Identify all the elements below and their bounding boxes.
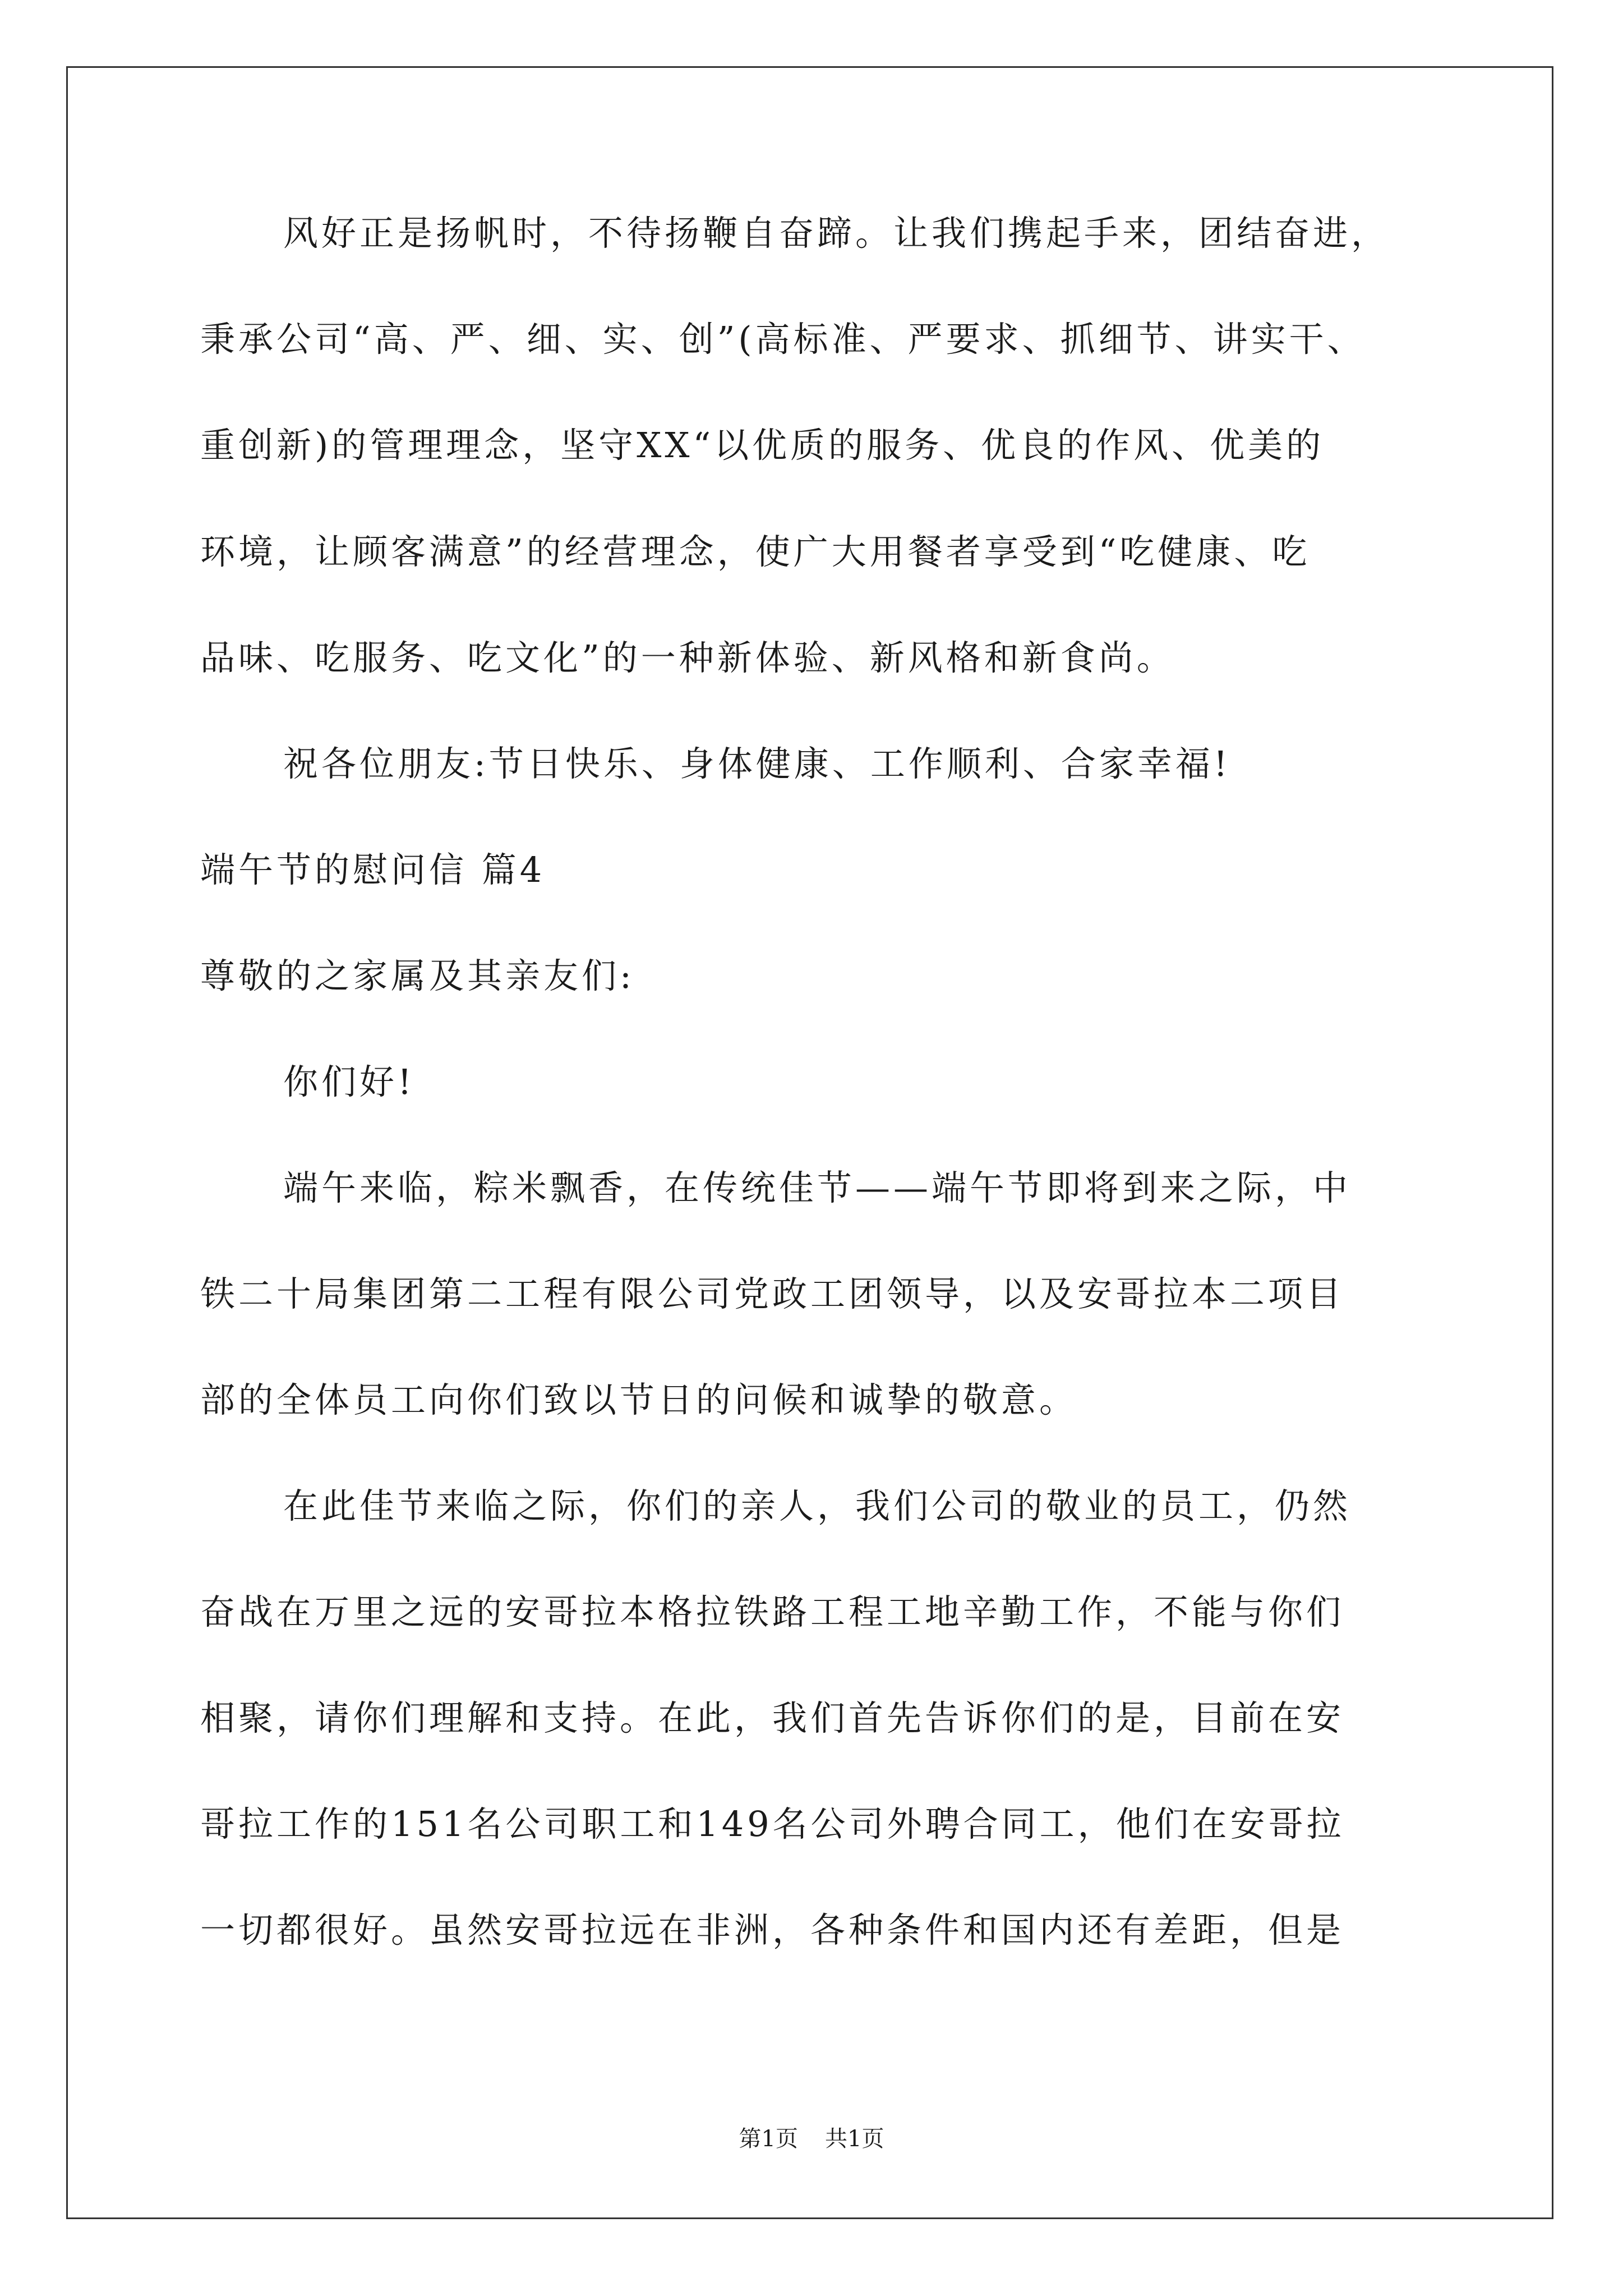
text-line: 祝各位朋友:节日快乐、身体健康、工作顺利、合家幸福! [283, 743, 1231, 784]
page-total: 共1页 [825, 2126, 884, 2152]
text-line: 重创新)的管理理念，坚守XX“以优质的服务、优良的作风、优美的 [200, 425, 1325, 466]
text-line: 奋战在万里之远的安哥拉本格拉铁路工程工地辛勤工作，不能与你们 [200, 1591, 1345, 1632]
page-border [66, 66, 1553, 2219]
text-line: 端午来临，粽米飘香，在传统佳节——端午节即将到来之际，中 [283, 1167, 1352, 1208]
text-line: 秉承公司“高、严、细、实、创”(高标准、严要求、抓细节、讲实干、 [200, 319, 1366, 360]
salutation: 尊敬的之家属及其亲友们: [200, 955, 635, 996]
page-footer [0, 2125, 1623, 2153]
text-line: 相聚，请你们理解和支持。在此，我们首先告诉你们的是，目前在安 [200, 1697, 1345, 1738]
text-line: 风好正是扬帆时，不待扬鞭自奋蹄。让我们携起手来，团结奋进， [283, 213, 1390, 254]
text-line: 铁二十局集团第二工程有限公司党政工团领导，以及安哥拉本二项目 [200, 1273, 1345, 1314]
text-line: 环境，让顾客满意”的经营理念，使广大用餐者享受到“吃健康、吃 [200, 531, 1311, 572]
text-line: 在此佳节来临之际，你们的亲人，我们公司的敬业的员工，仍然 [283, 1485, 1352, 1526]
text-line: 品味、吃服务、吃文化”的一种新体验、新风格和新食尚。 [200, 637, 1175, 678]
text-line: 部的全体员工向你们致以节日的问候和诚挚的敬意。 [200, 1379, 1078, 1420]
page-number: 第1页 [739, 2126, 798, 2152]
text-line: 哥拉工作的151名公司职工和149名公司外聘合同工，他们在安哥拉 [200, 1803, 1345, 1844]
text-line: 一切都很好。虽然安哥拉远在非洲，各种条件和国内还有差距，但是 [200, 1910, 1345, 1950]
section-heading: 端午节的慰问信 篇4 [200, 849, 546, 890]
greeting: 你们好! [283, 1061, 415, 1102]
